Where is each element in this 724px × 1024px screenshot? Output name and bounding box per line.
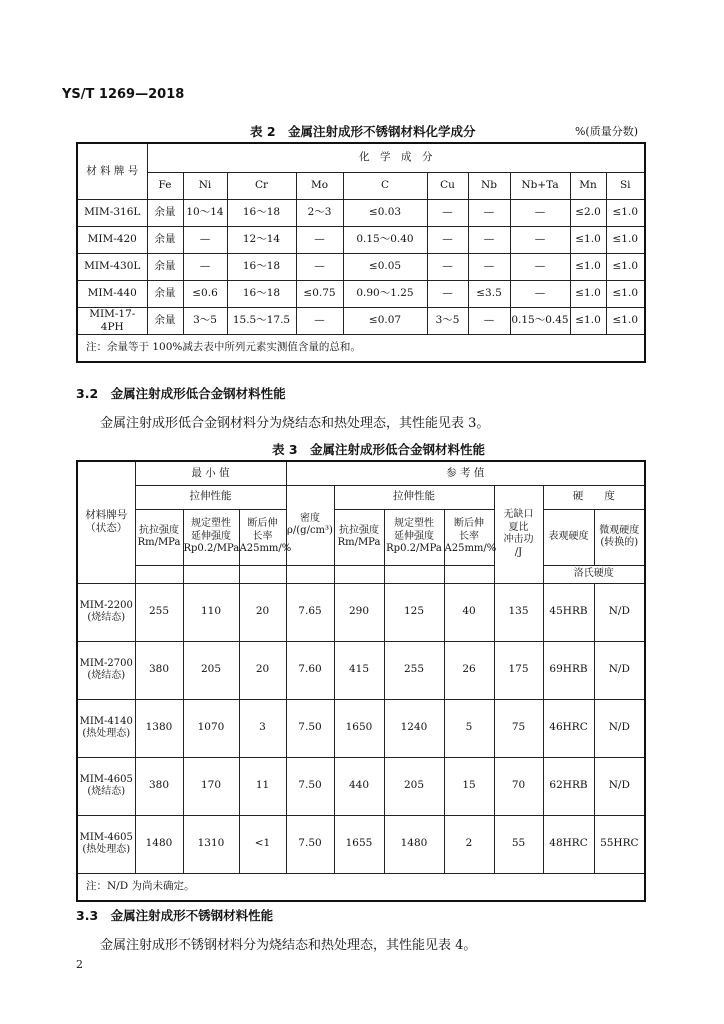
table3 bbox=[76, 460, 646, 902]
t3-blank bbox=[183, 565, 239, 583]
t2-cell: 0.15～0.45 bbox=[510, 307, 570, 334]
t2-cell: ≤1.0 bbox=[570, 226, 606, 253]
t2-cell: 余量 bbox=[147, 280, 183, 307]
t2-cell: — bbox=[510, 226, 570, 253]
t3-grade: MIM-2200 (烧结态) bbox=[77, 583, 135, 641]
t2-cell: ≤0.07 bbox=[343, 307, 427, 334]
table-row bbox=[77, 253, 645, 280]
t2-cell: — bbox=[468, 226, 510, 253]
t2-cell: 16～18 bbox=[227, 253, 296, 280]
t3-cell: 7.65 bbox=[286, 583, 334, 641]
t3-grade: MIM-4140 (热处理态) bbox=[77, 699, 135, 757]
t3-cell: 20 bbox=[239, 583, 286, 641]
t2-cell: 余量 bbox=[147, 253, 183, 280]
t2-cell: 余量 bbox=[147, 307, 183, 334]
t3-cell: 205 bbox=[183, 641, 239, 699]
table-row bbox=[77, 226, 645, 253]
t3-cell: 40 bbox=[444, 583, 494, 641]
t2-cell: 0.90～1.25 bbox=[343, 280, 427, 307]
section-3-2-paragraph: 金属注射成形低合金钢材料分为烧结态和热处理态，其性能见表 3。 bbox=[100, 416, 490, 431]
t2-element-header: Si bbox=[606, 172, 645, 199]
t3-cell: N/D bbox=[594, 583, 645, 641]
t3-header-min: 最 小 值 bbox=[135, 461, 286, 485]
t2-element-header: Nb+Ta bbox=[510, 172, 570, 199]
table2-caption: 表 2 金属注射成形不锈钢材料化学成分 bbox=[250, 124, 476, 139]
t3-grade: MIM-4605 (热处理态) bbox=[77, 815, 135, 873]
t3-cell: 55HRC bbox=[594, 815, 645, 873]
t3-cell: 45HRB bbox=[543, 583, 594, 641]
t2-element-header: Cu bbox=[427, 172, 468, 199]
table3-caption: 表 3 金属注射成形低合金钢材料性能 bbox=[272, 442, 486, 457]
t3-header-tensile: 拉伸性能 bbox=[135, 485, 286, 509]
table-row bbox=[77, 307, 645, 334]
t2-grade: MIM-430L bbox=[77, 253, 147, 280]
t3-cell: 26 bbox=[444, 641, 494, 699]
t2-cell: — bbox=[183, 226, 227, 253]
t3-cell: N/D bbox=[594, 699, 645, 757]
t3-cell: 125 bbox=[384, 583, 444, 641]
t3-cell: 380 bbox=[135, 757, 183, 815]
t3-blank bbox=[444, 565, 494, 583]
t2-element-header: Cr bbox=[227, 172, 296, 199]
t2-cell: ≤0.6 bbox=[183, 280, 227, 307]
t2-cell: ≤0.05 bbox=[343, 253, 427, 280]
t2-cell: ≤1.0 bbox=[606, 280, 645, 307]
t3-header-hardness: 硬 度 bbox=[543, 485, 645, 509]
t3-header-tensile-ref: 拉伸性能 bbox=[334, 485, 494, 509]
t3-header-rockwell: 洛氏硬度 bbox=[543, 565, 645, 583]
t3-cell: 110 bbox=[183, 583, 239, 641]
t3-cell: 7.50 bbox=[286, 815, 334, 873]
t2-cell: — bbox=[427, 253, 468, 280]
t2-element-header: Nb bbox=[468, 172, 510, 199]
t3-cell: 62HRB bbox=[543, 757, 594, 815]
t3-cell: 205 bbox=[384, 757, 444, 815]
t2-cell: — bbox=[468, 253, 510, 280]
t3-blank bbox=[384, 565, 444, 583]
t2-cell: — bbox=[510, 280, 570, 307]
t3-header-rm-ref: 抗拉强度 Rm/MPa bbox=[334, 509, 384, 565]
t2-cell: — bbox=[296, 226, 343, 253]
t2-element-header: C bbox=[343, 172, 427, 199]
t3-header-rp: 规定塑性 延伸强度 Rp0.2/MPa bbox=[183, 509, 239, 565]
t3-cell: 170 bbox=[183, 757, 239, 815]
t3-cell: 1480 bbox=[384, 815, 444, 873]
t2-grade: MIM-420 bbox=[77, 226, 147, 253]
t2-cell: — bbox=[468, 199, 510, 226]
t2-cell: 余量 bbox=[147, 226, 183, 253]
t3-cell: 7.50 bbox=[286, 699, 334, 757]
t3-header-micro: 微观硬度 (转换的) bbox=[594, 509, 645, 565]
t2-cell: 15.5～17.5 bbox=[227, 307, 296, 334]
t3-cell: <1 bbox=[239, 815, 286, 873]
t3-cell: 1380 bbox=[135, 699, 183, 757]
t3-header-a-ref: 断后伸 长率 A25mm/% bbox=[444, 509, 494, 565]
t2-cell: — bbox=[427, 226, 468, 253]
t2-header-grade: 材 料 牌 号 bbox=[77, 143, 147, 199]
t3-header-a: 断后伸 长率 A25mm/% bbox=[239, 509, 286, 565]
t2-header-group: 化 学 成 分 bbox=[147, 143, 645, 172]
t2-cell: 2～3 bbox=[296, 199, 343, 226]
t3-cell: 440 bbox=[334, 757, 384, 815]
t2-grade: MIM-316L bbox=[77, 199, 147, 226]
t2-note: 注：余量等于 100%减去表中所列元素实测值含量的总和。 bbox=[77, 334, 645, 362]
t3-cell: 55 bbox=[494, 815, 543, 873]
t2-cell: — bbox=[296, 307, 343, 334]
t3-grade: MIM-4605 (烧结态) bbox=[77, 757, 135, 815]
t2-element-header: Mo bbox=[296, 172, 343, 199]
t2-grade: MIM-17-4PH bbox=[77, 307, 147, 334]
t2-cell: ≤1.0 bbox=[606, 307, 645, 334]
t3-cell: 70 bbox=[494, 757, 543, 815]
t3-cell: 75 bbox=[494, 699, 543, 757]
t2-cell: ≤0.03 bbox=[343, 199, 427, 226]
t3-grade: MIM-2700 (烧结态) bbox=[77, 641, 135, 699]
t3-cell: N/D bbox=[594, 757, 645, 815]
t3-cell: N/D bbox=[594, 641, 645, 699]
t2-cell: — bbox=[468, 307, 510, 334]
t2-element-header: Mn bbox=[570, 172, 606, 199]
t3-header-impact: 无缺口 夏比 冲击功 /J bbox=[494, 485, 543, 583]
t2-cell: 3～5 bbox=[427, 307, 468, 334]
t2-cell: ≤1.0 bbox=[570, 307, 606, 334]
t3-cell: 11 bbox=[239, 757, 286, 815]
table-row bbox=[77, 583, 645, 641]
t2-cell: 3～5 bbox=[183, 307, 227, 334]
t3-cell: 46HRC bbox=[543, 699, 594, 757]
table-row bbox=[77, 280, 645, 307]
t2-cell: — bbox=[427, 280, 468, 307]
t2-cell: — bbox=[510, 199, 570, 226]
t3-cell: 290 bbox=[334, 583, 384, 641]
t2-cell: 余量 bbox=[147, 199, 183, 226]
t2-cell: 10～14 bbox=[183, 199, 227, 226]
t3-header-ref: 参 考 值 bbox=[286, 461, 645, 485]
t3-cell: 7.50 bbox=[286, 757, 334, 815]
t3-cell: 175 bbox=[494, 641, 543, 699]
t3-header-rm: 抗拉强度 Rm/MPa bbox=[135, 509, 183, 565]
t3-blank bbox=[334, 565, 384, 583]
table-row bbox=[77, 757, 645, 815]
t2-cell: ≤2.0 bbox=[570, 199, 606, 226]
t3-cell: 15 bbox=[444, 757, 494, 815]
t2-cell: ≤0.75 bbox=[296, 280, 343, 307]
t3-cell: 1310 bbox=[183, 815, 239, 873]
table-row bbox=[77, 641, 645, 699]
t3-cell: 48HRC bbox=[543, 815, 594, 873]
t3-cell: 7.60 bbox=[286, 641, 334, 699]
t2-element-header: Fe bbox=[147, 172, 183, 199]
document-id: YS/T 1269—2018 bbox=[62, 87, 185, 102]
t2-cell: 16～18 bbox=[227, 280, 296, 307]
t3-cell: 1480 bbox=[135, 815, 183, 873]
t2-grade: MIM-440 bbox=[77, 280, 147, 307]
t3-cell: 135 bbox=[494, 583, 543, 641]
t3-cell: 2 bbox=[444, 815, 494, 873]
t2-element-header: Ni bbox=[183, 172, 227, 199]
t3-cell: 1070 bbox=[183, 699, 239, 757]
t3-header-rp-ref: 规定塑性 延伸强度 Rp0.2/MPa bbox=[384, 509, 444, 565]
t3-blank bbox=[286, 565, 334, 583]
t2-cell: — bbox=[510, 253, 570, 280]
t2-cell: 16～18 bbox=[227, 199, 296, 226]
t2-cell: ≤3.5 bbox=[468, 280, 510, 307]
t2-cell: 12～14 bbox=[227, 226, 296, 253]
t3-cell: 1655 bbox=[334, 815, 384, 873]
t2-cell: — bbox=[183, 253, 227, 280]
t3-header-grade-line1: 材料牌号 bbox=[85, 509, 128, 522]
t2-cell: ≤1.0 bbox=[570, 280, 606, 307]
t3-header-density: 密度 ρ/(g/cm³) bbox=[286, 485, 334, 565]
t3-cell: 255 bbox=[384, 641, 444, 699]
t2-cell: — bbox=[296, 253, 343, 280]
t3-cell: 1650 bbox=[334, 699, 384, 757]
t3-cell: 1240 bbox=[384, 699, 444, 757]
t3-header-grade-line2: （状态） bbox=[85, 522, 128, 535]
t2-cell: ≤1.0 bbox=[606, 226, 645, 253]
t3-cell: 5 bbox=[444, 699, 494, 757]
table2-unit: %(质量分数) bbox=[574, 125, 638, 138]
table2 bbox=[76, 142, 646, 363]
table-row bbox=[77, 199, 645, 226]
t3-header-apparent: 表观硬度 bbox=[543, 509, 594, 565]
section-3-2-heading: 3.2 金属注射成形低合金钢材料性能 bbox=[76, 386, 286, 401]
table-row bbox=[77, 699, 645, 757]
page-number: 2 bbox=[76, 958, 83, 971]
t2-cell: 0.15～0.40 bbox=[343, 226, 427, 253]
t3-cell: 380 bbox=[135, 641, 183, 699]
t3-cell: 415 bbox=[334, 641, 384, 699]
t3-cell: 255 bbox=[135, 583, 183, 641]
t2-cell: ≤1.0 bbox=[606, 253, 645, 280]
section-3-3-paragraph: 金属注射成形不锈钢材料分为烧结态和热处理态，其性能见表 4。 bbox=[100, 938, 477, 953]
t3-header-grade bbox=[77, 461, 135, 583]
t3-blank bbox=[239, 565, 286, 583]
section-3-3-heading: 3.3 金属注射成形不锈钢材料性能 bbox=[76, 908, 274, 923]
t3-cell: 3 bbox=[239, 699, 286, 757]
t2-cell: ≤1.0 bbox=[606, 199, 645, 226]
t3-cell: 69HRB bbox=[543, 641, 594, 699]
t3-blank bbox=[135, 565, 183, 583]
t3-note: 注：N/D 为尚未确定。 bbox=[77, 873, 645, 901]
t2-cell: ≤1.0 bbox=[570, 253, 606, 280]
t2-cell: — bbox=[427, 199, 468, 226]
t3-cell: 20 bbox=[239, 641, 286, 699]
table-row bbox=[77, 815, 645, 873]
